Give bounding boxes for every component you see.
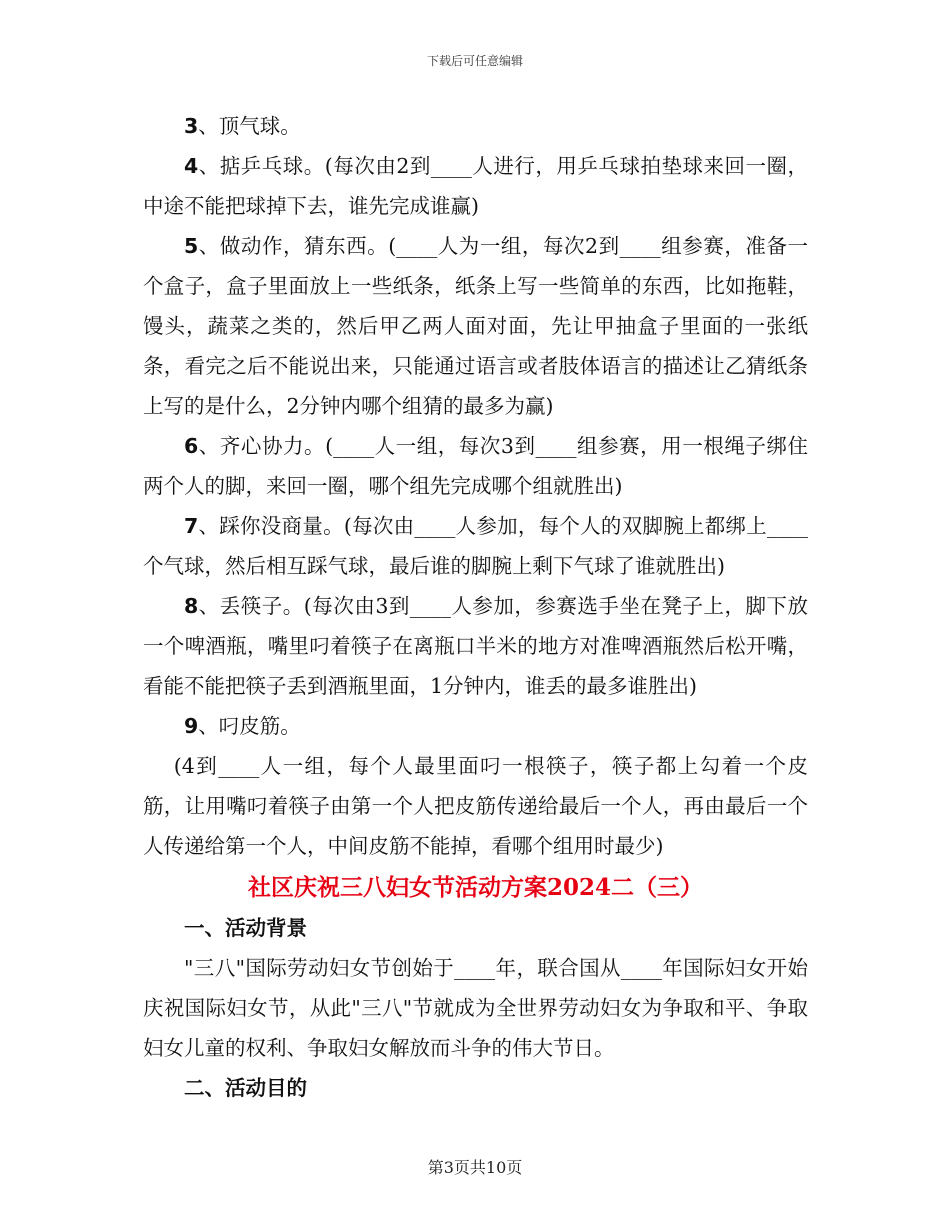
page-footer: 第3页共10页 [427, 1158, 523, 1177]
item-number: 7 [184, 514, 199, 538]
item-text: 、踩你没商量。(每次由____人参加，每个人的双脚腕上都绑上____个气球，然后相互踩气球，最后谁的脚腕上剩下气球了谁就胜出) [143, 514, 808, 578]
heading-background: 一、活动背景 [184, 916, 307, 940]
item-text: 、做动作，猜东西。(____人为一组，每次2到____组参赛，准备一个盒子，盒子里面放上一些纸条，纸条上写一些简单的东西，比如拖鞋，馒头，蔬菜之类的，然后甲乙两人面对面，先让甲抽盒子里面的一张纸条，看完之后不能说出来，只能通过语言或者肢体语言的描述让乙猜纸条上写的是什么，2分钟内哪个组猜的最多为赢) [143, 234, 808, 418]
list-item [143, 146, 808, 226]
item-number: 6 [184, 434, 199, 458]
item-number: 8 [184, 594, 199, 618]
item-text: 、顶气球。 [198, 114, 301, 138]
item-text: 、叼皮筋。 [198, 714, 301, 738]
section-title: 社区庆祝三八妇女节活动方案2024二（三） [247, 874, 703, 901]
item-text: 、丢筷子。(每次由3到____人参加，参赛选手坐在凳子上，脚下放一个啤酒瓶，嘴里叼着筷子在离瓶口半米的地方对准啤酒瓶然后松开嘴，看能不能把筷子丢到酒瓶里面，1分钟内，谁丢的最多谁胜出) [143, 594, 808, 698]
item-9-detail: (4到____人一组，每个人最里面叼一根筷子，筷子都上勾着一个皮筋，让用嘴叼着筷子由第一个人把皮筋传递给最后一个人，再由最后一个人传递给第一个人，中间皮筋不能掉，看哪个组用时最少) [143, 754, 808, 858]
item-number: 3 [184, 114, 199, 138]
list-item [143, 426, 808, 506]
list-item [143, 586, 808, 706]
item-text: 、掂乒乓球。(每次由2到____人进行，用乒乓球拍垫球来回一圈，中途不能把球掉下去，谁先完成谁赢) [143, 154, 808, 218]
list-item [143, 226, 808, 426]
item-number: 4 [184, 154, 199, 178]
background-paragraph: "三八"国际劳动妇女节创始于____年，联合国从____年国际妇女开始庆祝国际妇女节，从此"三八"节就成为全世界劳动妇女为争取和平、争取妇女儿童的权利、争取妇女解放而斗争的伟大节日。 [143, 956, 808, 1060]
heading-purpose: 二、活动目的 [184, 1076, 307, 1100]
list-item [143, 106, 808, 146]
document-body [143, 106, 808, 1108]
item-number: 9 [184, 714, 199, 738]
page-header: 下载后可任意编辑 [426, 54, 523, 68]
item-text: 、齐心协力。(____人一组，每次3到____组参赛，用一根绳子绑住两个人的脚，来回一圈，哪个组先完成哪个组就胜出) [143, 434, 808, 498]
list-item [143, 506, 808, 586]
item-number: 5 [184, 234, 199, 258]
list-item [143, 706, 808, 746]
